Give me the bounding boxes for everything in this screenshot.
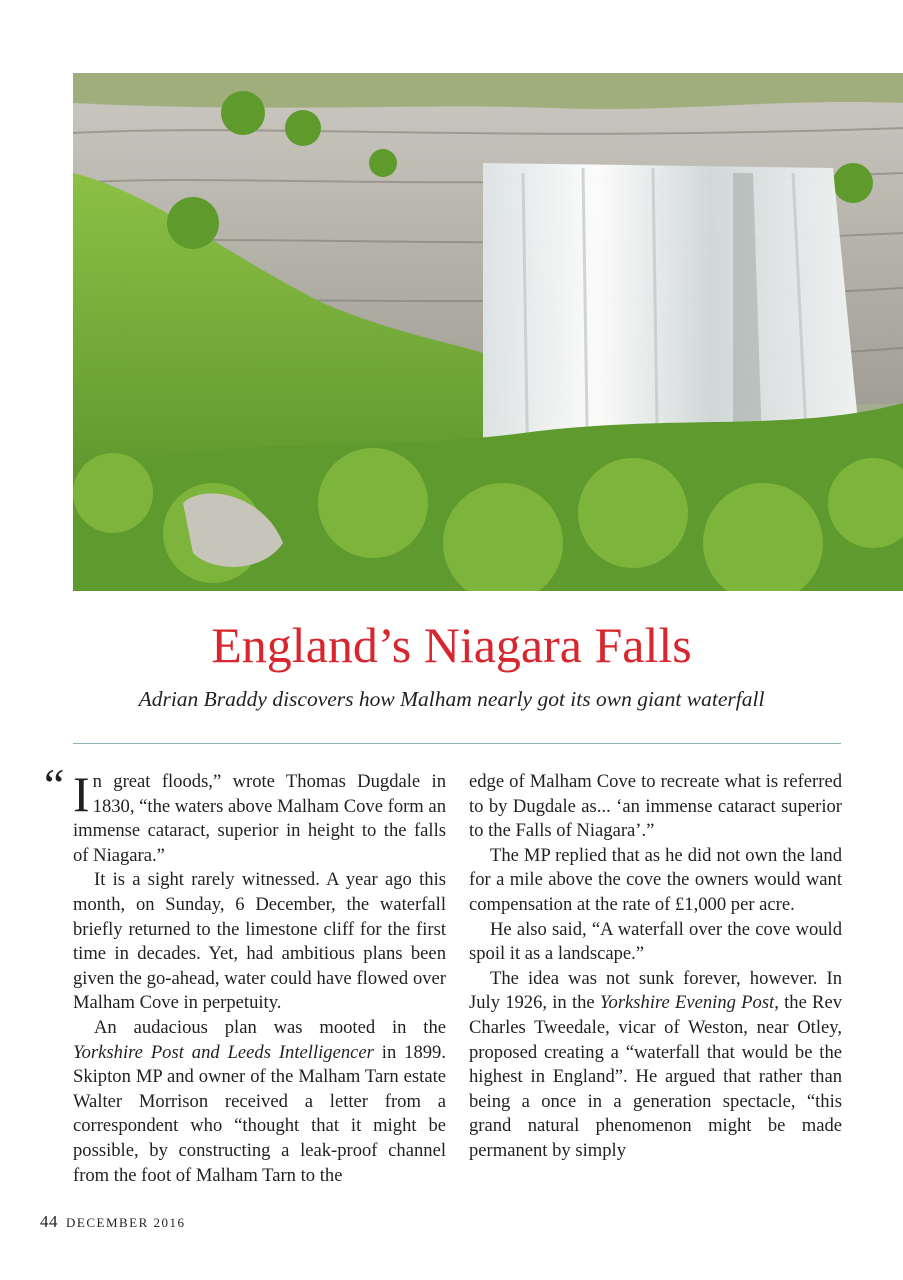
article-title: England’s Niagara Falls: [211, 617, 692, 673]
paragraph-7: [469, 967, 842, 1164]
paragraph-4: edge of Malham Cove to recreate what is referred to by Dugdale as... ‘an immense cataract superior to the Falls of Niagara’.”: [469, 771, 842, 842]
page-number: 44: [40, 1212, 58, 1231]
paragraph-7-text-b: , the Rev Charles Tweedale, vicar of Weston, near Otley, proposed creating a “waterfall that would be the highest in England”. He argued that rather than being a once in a generation spectacle, “this grand natural phenomenon might be made permanent by simply: [469, 992, 842, 1161]
paragraph-1-text: n great floods,” wrote Thomas Dugdale in 1830, “the waters above Malham Cove form an immense cataract, superior in height to the falls of Niagara.”: [73, 771, 446, 866]
paragraph-3: [73, 1016, 446, 1188]
newspaper-title-yorkshire-evening-post: Yorkshire Evening Post: [599, 992, 775, 1014]
paragraph-6: He also said, “A waterfall over the cove would spoil it as a landscape.”: [469, 918, 842, 965]
issue-date: DECEMBER 2016: [66, 1215, 186, 1230]
hero-photo-malham-cove-waterfall: [73, 73, 903, 591]
paragraph-2: It is a sight rarely witnessed. A year ago this month, on Sunday, 6 December, the waterfall briefly returned to the limestone cliff for the first time in decades. Yet, had ambitious plans been given the go-ahead, water could have flowed over Malham Cove in perpetuity.: [73, 869, 446, 1014]
title-divider: [73, 743, 841, 744]
paragraph-5: The MP replied that as he did not own the land for a mile above the cove the owners would want compensation at the rate of £1,000 per acre.: [469, 844, 842, 915]
paragraph-7-text-a: The idea was not sunk forever, however. In July 1926, in the: [469, 967, 842, 1014]
newspaper-title-yorkshire-post: Yorkshire Post and Leeds Intelligencer: [73, 1041, 374, 1063]
drop-cap: I: [73, 766, 90, 822]
article-standfirst: Adrian Braddy discovers how Malham nearly got its own giant waterfall: [138, 687, 765, 711]
paragraph-3-text-b: in 1899. Skipton MP and owner of the Malham Tarn estate Walter Morrison received a letter from a correspondent who “thought that it might be possible, by constructing a leak-proof channel from the foot of Malham Tarn to the: [73, 1041, 446, 1186]
article-column-left: [73, 766, 446, 1188]
opening-quote-mark: “: [44, 759, 65, 810]
article-column-right: [469, 770, 842, 1164]
page-footer: [40, 1212, 186, 1232]
paragraph-3-text-a: An audacious plan was mooted in the: [94, 1016, 446, 1038]
waterfall-illustration: [73, 73, 903, 591]
paragraph-1: [73, 766, 446, 868]
